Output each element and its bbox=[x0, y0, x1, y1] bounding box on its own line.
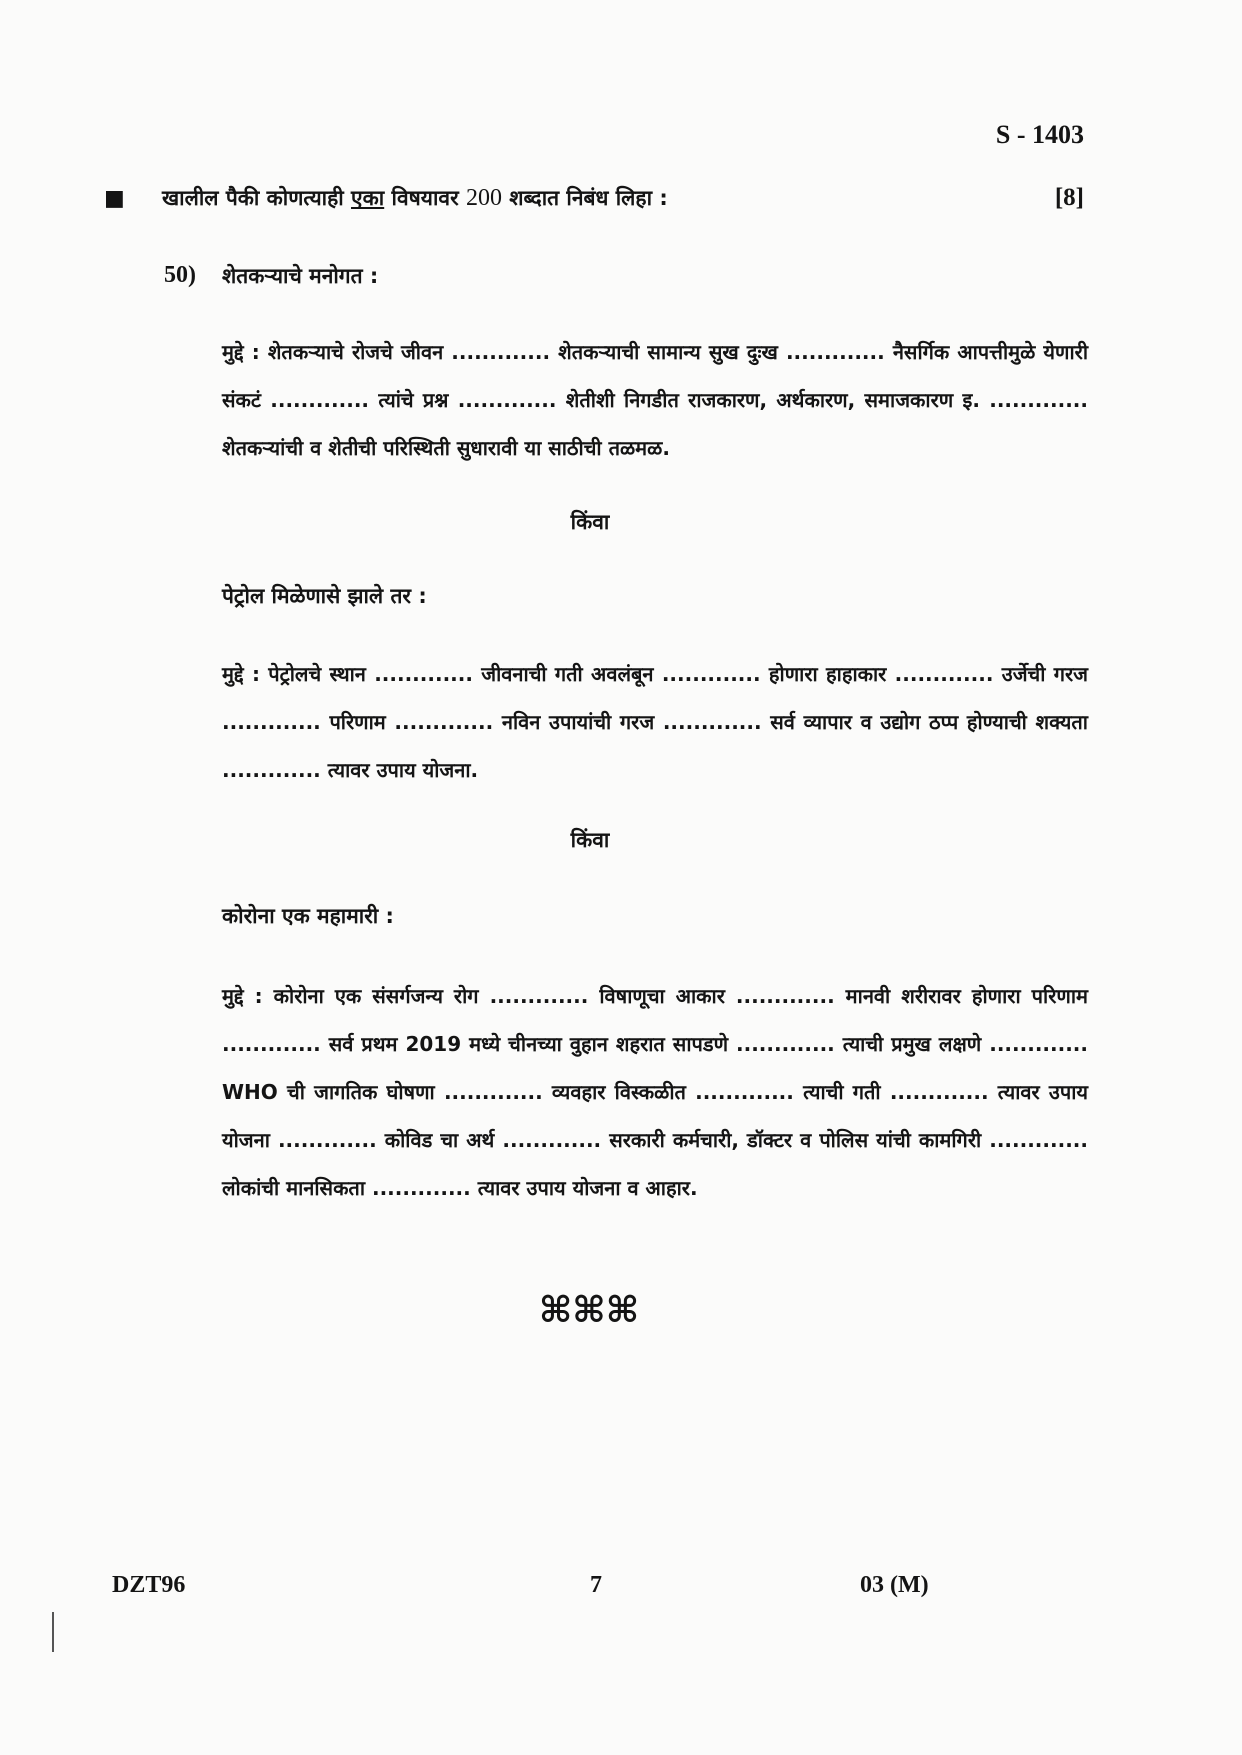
footer-subject-code: 03 (M) bbox=[860, 1572, 929, 1598]
topic-3-points: मुद्दे : कोरोना एक संसर्गजन्य रोग ............. विषाणूचा आकार ............. मानवी शरीरावर होणारा परिणाम ............. सर्व प्रथम 2019 मध्ये चीनच्या वुहान शहरात सापडणे ............. त्याची प्रमुख लक्षणे ............. WHO ची जागतिक घोषणा ............. व्यवहार विस्कळीत ............. त्याची गती ............. त्यावर उपाय योजना ............. कोविड चा अर्थ ............. सरकारी कर्मचारी, डॉक्टर व पोलिस यांची कामगिरी ............. लोकांची मानसिकता ............. त्यावर उपाय योजना व आहार. bbox=[222, 984, 1088, 1200]
scan-edge-line bbox=[52, 1612, 54, 1652]
page-number: 7 bbox=[590, 1572, 602, 1598]
instruction-text-before: खालील पैकी कोणत्याही bbox=[162, 186, 344, 210]
instruction-underlined: एका bbox=[351, 186, 385, 210]
instruction-number: 200 bbox=[465, 185, 502, 211]
topic-1-points: मुद्दे : शेतकऱ्याचे रोजचे जीवन ............. शेतकऱ्याची सामान्य सुख दुःख ............. नैसर्गिक आपत्तीमुळे येणारी संकटं ............. त्यांचे प्रश्न ............. शेतीशी निगडीत राजकारण, अर्थकारण, समाजकारण इ. ............. शेतकऱ्यांची व शेतीची परिस्थिती सुधारावी या साठीची तळमळ. bbox=[222, 340, 1088, 460]
separator-1: किंवा bbox=[570, 510, 610, 534]
topic-2-points: मुद्दे : पेट्रोलचे स्थान ............. जीवनाची गती अवलंबून ............. होणारा हाहाकार ............. उर्जेची गरज ............. परिणाम ............. नविन उपायांची गरज ............. सर्व व्यापार व उद्योग ठप्प होण्याची शक्यता ............. त्यावर उपाय योजना. bbox=[222, 662, 1088, 782]
end-mark: ⌘⌘⌘ bbox=[538, 1290, 640, 1331]
paper-code: S - 1403 bbox=[995, 120, 1084, 149]
instruction-text bbox=[162, 184, 668, 212]
instruction-text-end: शब्दात निबंध लिहा : bbox=[509, 186, 668, 210]
topic-2-title: पेट्रोल मिळेणासे झाले तर : bbox=[222, 584, 427, 608]
separator-2: किंवा bbox=[570, 828, 610, 852]
instruction-bullet: ■ bbox=[104, 186, 125, 211]
footer-code: DZT96 bbox=[112, 1572, 186, 1598]
topic-3-title: कोरोना एक महामारी : bbox=[222, 904, 394, 928]
topic-1-title: शेतकऱ्याचे मनोगत : bbox=[222, 264, 379, 288]
instruction-text-after: विषयावर bbox=[391, 186, 459, 210]
question-number: 50) bbox=[164, 262, 196, 288]
marks: [8] bbox=[1054, 184, 1084, 211]
